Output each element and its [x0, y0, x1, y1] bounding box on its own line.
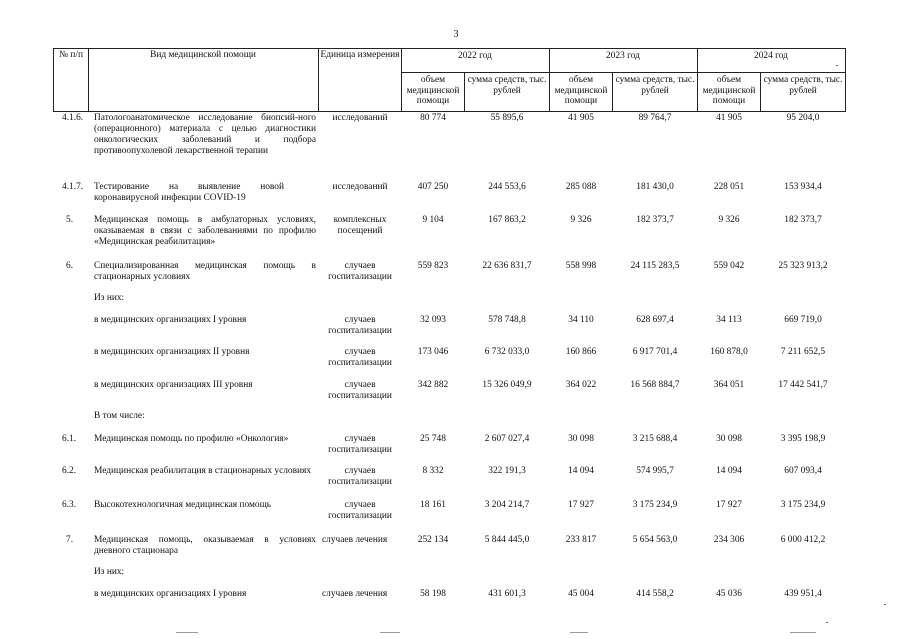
- row-volume-2022: 32 093: [420, 315, 446, 325]
- row-volume-2023: 558 998: [565, 261, 597, 271]
- scan-artifact: [836, 65, 838, 66]
- scan-artifact: [826, 622, 828, 623]
- row-volume-2023: 233 817: [565, 535, 597, 545]
- row-num: 6.1.: [62, 434, 77, 444]
- row-volume-2023: 30 098: [568, 434, 594, 444]
- col-rule-num: [88, 48, 89, 111]
- row-num: 4.1.7.: [62, 182, 84, 192]
- row-volume-2022: 9 104: [422, 215, 444, 225]
- col-rule-2023-mid: [612, 72, 613, 111]
- col-rule-2022-mid: [464, 72, 465, 111]
- row-volume-2022: 80 774: [420, 113, 446, 123]
- row-sum-2022: 322 191,3: [488, 466, 526, 476]
- row-name: Тестирование на выявление новой коронавирусной инфекции COVID-19: [94, 182, 284, 203]
- row-volume-2023: 364 022: [565, 380, 597, 390]
- row-sum-2024: 182 373,7: [784, 215, 822, 225]
- row-volume-2022: 173 046: [417, 347, 449, 357]
- row-sum-2023: 5 654 563,0: [632, 535, 678, 545]
- row-volume-2024: 9 326: [718, 215, 740, 225]
- row-sum-2022: 15 326 049,9: [482, 380, 532, 390]
- row-unit: случаев госпитализации: [328, 466, 392, 487]
- col-rule-right: [845, 48, 846, 111]
- row-num: 6.2.: [62, 466, 77, 476]
- row-sum-2023: 574 995,7: [636, 466, 674, 476]
- row-num: 6.: [66, 261, 74, 271]
- scan-artifact: [570, 632, 588, 633]
- header-num: № п/п: [59, 50, 83, 60]
- row-sum-2022: 244 553,6: [488, 182, 526, 192]
- row-sum-2022: 6 732 033,0: [484, 347, 530, 357]
- row-name: в медицинских организациях I уровня: [94, 315, 247, 325]
- page-number: 3: [453, 29, 459, 40]
- row-sum-2023: 3 175 234,9: [632, 500, 678, 510]
- row-sum-2022: 55 895,6: [490, 113, 524, 123]
- row-unit: случаев госпитализации: [328, 380, 392, 401]
- row-unit: случаев лечения: [322, 535, 388, 545]
- row-sum-2023: 181 430,0: [636, 182, 674, 192]
- row-volume-2023: 9 326: [570, 215, 592, 225]
- row-volume-2023: 160 866: [565, 347, 597, 357]
- row-sum-2023: 182 373,7: [636, 215, 674, 225]
- col-rule-2024-mid: [760, 72, 761, 111]
- row-sum-2024: 607 093,4: [784, 466, 822, 476]
- row-name: Медицинская помощь по профилю «Онкология»: [94, 434, 289, 444]
- row-name: в медицинских организациях II уровня: [94, 347, 250, 357]
- row-volume-2023: 14 094: [568, 466, 594, 476]
- row-sum-2022: 431 601,3: [488, 589, 526, 599]
- row-unit: случаев лечения: [322, 589, 388, 599]
- row-volume-2023: 285 088: [565, 182, 597, 192]
- row-num: 5.: [66, 215, 74, 225]
- header-unit: Единица измерения: [320, 50, 400, 60]
- row-name: Высокотехнологичная медицинская помощь: [94, 500, 272, 510]
- scan-artifact: [176, 632, 198, 633]
- row-name: в медицинских организациях III уровня: [94, 380, 253, 390]
- row-volume-2024: 17 927: [716, 500, 742, 510]
- row-sum-2023: 414 558,2: [636, 589, 674, 599]
- row-sum-2022: 167 863,2: [488, 215, 526, 225]
- row-sum-2022: 2 607 027,4: [484, 434, 530, 444]
- row-name: Патологоанатомическое исследование биопсий-ного (операционного) материала с целью диагностики онкологических заболеваний и подбора противоопухолевой лекарственной терапии: [94, 113, 316, 156]
- row-name: Из них:: [94, 293, 125, 303]
- col-rule-left: [53, 48, 54, 111]
- row-volume-2024: 160 878,0: [710, 347, 748, 357]
- header-volume-2023: объем медицинской помощи: [554, 75, 608, 106]
- row-name: Медицинская реабилитация в стационарных условиях: [94, 466, 312, 476]
- row-volume-2024: 559 042: [713, 261, 745, 271]
- row-volume-2024: 41 905: [716, 113, 742, 123]
- row-sum-2023: 3 215 688,4: [632, 434, 678, 444]
- row-sum-2024: 439 951,4: [784, 589, 822, 599]
- row-unit: случаев госпитализации: [328, 347, 392, 368]
- header-sum-2023: сумма средств, тыс. рублей: [615, 75, 695, 96]
- row-unit: случаев госпитализации: [328, 315, 392, 336]
- header-year-2024: 2024 год: [754, 51, 788, 61]
- row-sum-2024: 3 395 198,9: [780, 434, 826, 444]
- row-sum-2022: 5 844 445,0: [484, 535, 530, 545]
- row-volume-2023: 45 004: [568, 589, 594, 599]
- row-sum-2024: 6 000 412,2: [780, 535, 826, 545]
- header-volume-2024: объем медицинской помощи: [702, 75, 756, 106]
- row-volume-2024: 228 051: [713, 182, 745, 192]
- row-volume-2022: 342 882: [417, 380, 449, 390]
- row-sum-2023: 6 917 701,4: [632, 347, 678, 357]
- table-subheader-rule: [401, 72, 846, 73]
- row-volume-2022: 58 198: [420, 589, 446, 599]
- header-sum-2024: сумма средств, тыс. рублей: [763, 75, 843, 96]
- row-sum-2024: 7 211 652,5: [780, 347, 826, 357]
- row-num: 4.1.6.: [62, 113, 84, 123]
- row-unit: случаев госпитализации: [328, 261, 392, 282]
- row-unit: исследований: [332, 113, 388, 123]
- row-volume-2022: 8 332: [422, 466, 444, 476]
- row-name: Специализированная медицинская помощь в стационарных условиях: [94, 261, 316, 282]
- row-name: Медицинская помощь в амбулаторных условиях, оказываемая в связи с заболеваниями по профилю «Медицинская реабилитация»: [94, 215, 316, 247]
- row-volume-2024: 14 094: [716, 466, 742, 476]
- header-year-2023: 2023 год: [606, 51, 640, 61]
- row-unit: случаев госпитализации: [328, 500, 392, 521]
- row-name: Из них:: [94, 567, 125, 577]
- header-sum-2022: сумма средств, тыс. рублей: [467, 75, 547, 96]
- scan-artifact: [884, 604, 886, 605]
- row-sum-2024: 25 323 913,2: [778, 261, 828, 271]
- row-name: в медицинских организациях I уровня: [94, 589, 247, 599]
- row-volume-2023: 17 927: [568, 500, 594, 510]
- row-sum-2023: 89 764,7: [638, 113, 672, 123]
- row-volume-2024: 364 051: [713, 380, 745, 390]
- header-volume-2022: объем медицинской помощи: [406, 75, 460, 106]
- row-name: Медицинская помощь, оказываемая в условиях дневного стационара: [94, 535, 316, 556]
- row-unit: случаев госпитализации: [328, 434, 392, 455]
- row-num: 7.: [66, 535, 74, 545]
- row-volume-2023: 41 905: [568, 113, 594, 123]
- row-volume-2022: 18 161: [420, 500, 446, 510]
- row-volume-2022: 559 823: [417, 261, 449, 271]
- row-volume-2024: 34 113: [716, 315, 742, 325]
- row-sum-2022: 22 636 831,7: [482, 261, 532, 271]
- scan-artifact: [380, 632, 400, 633]
- row-volume-2022: 252 134: [417, 535, 449, 545]
- row-sum-2022: 3 204 214,7: [484, 500, 530, 510]
- row-volume-2023: 34 110: [568, 315, 594, 325]
- col-rule-type: [318, 48, 319, 111]
- row-sum-2024: 95 204,0: [786, 113, 820, 123]
- row-volume-2024: 45 036: [716, 589, 742, 599]
- row-unit: комплексных посещений: [333, 215, 387, 236]
- header-year-2022: 2022 год: [458, 51, 492, 61]
- row-sum-2024: 669 719,0: [784, 315, 822, 325]
- row-sum-2024: 3 175 234,9: [780, 500, 826, 510]
- row-sum-2024: 153 934,4: [784, 182, 822, 192]
- row-sum-2023: 628 697,4: [636, 315, 674, 325]
- row-num: 6.3.: [62, 500, 77, 510]
- row-sum-2022: 578 748,8: [488, 315, 526, 325]
- row-name: В том числе:: [94, 411, 145, 421]
- row-unit: исследований: [332, 182, 388, 192]
- row-sum-2023: 24 115 283,5: [630, 261, 680, 271]
- table-top-rule: [53, 48, 846, 49]
- row-volume-2024: 30 098: [716, 434, 742, 444]
- row-sum-2024: 17 442 541,7: [778, 380, 828, 390]
- scan-artifact: [790, 632, 816, 633]
- row-volume-2022: 407 250: [417, 182, 449, 192]
- row-volume-2024: 234 306: [713, 535, 745, 545]
- row-volume-2022: 25 748: [420, 434, 446, 444]
- table-header-bottom-rule: [53, 111, 846, 112]
- row-sum-2023: 16 568 884,7: [630, 380, 680, 390]
- header-type: Вид медицинской помощи: [150, 50, 256, 60]
